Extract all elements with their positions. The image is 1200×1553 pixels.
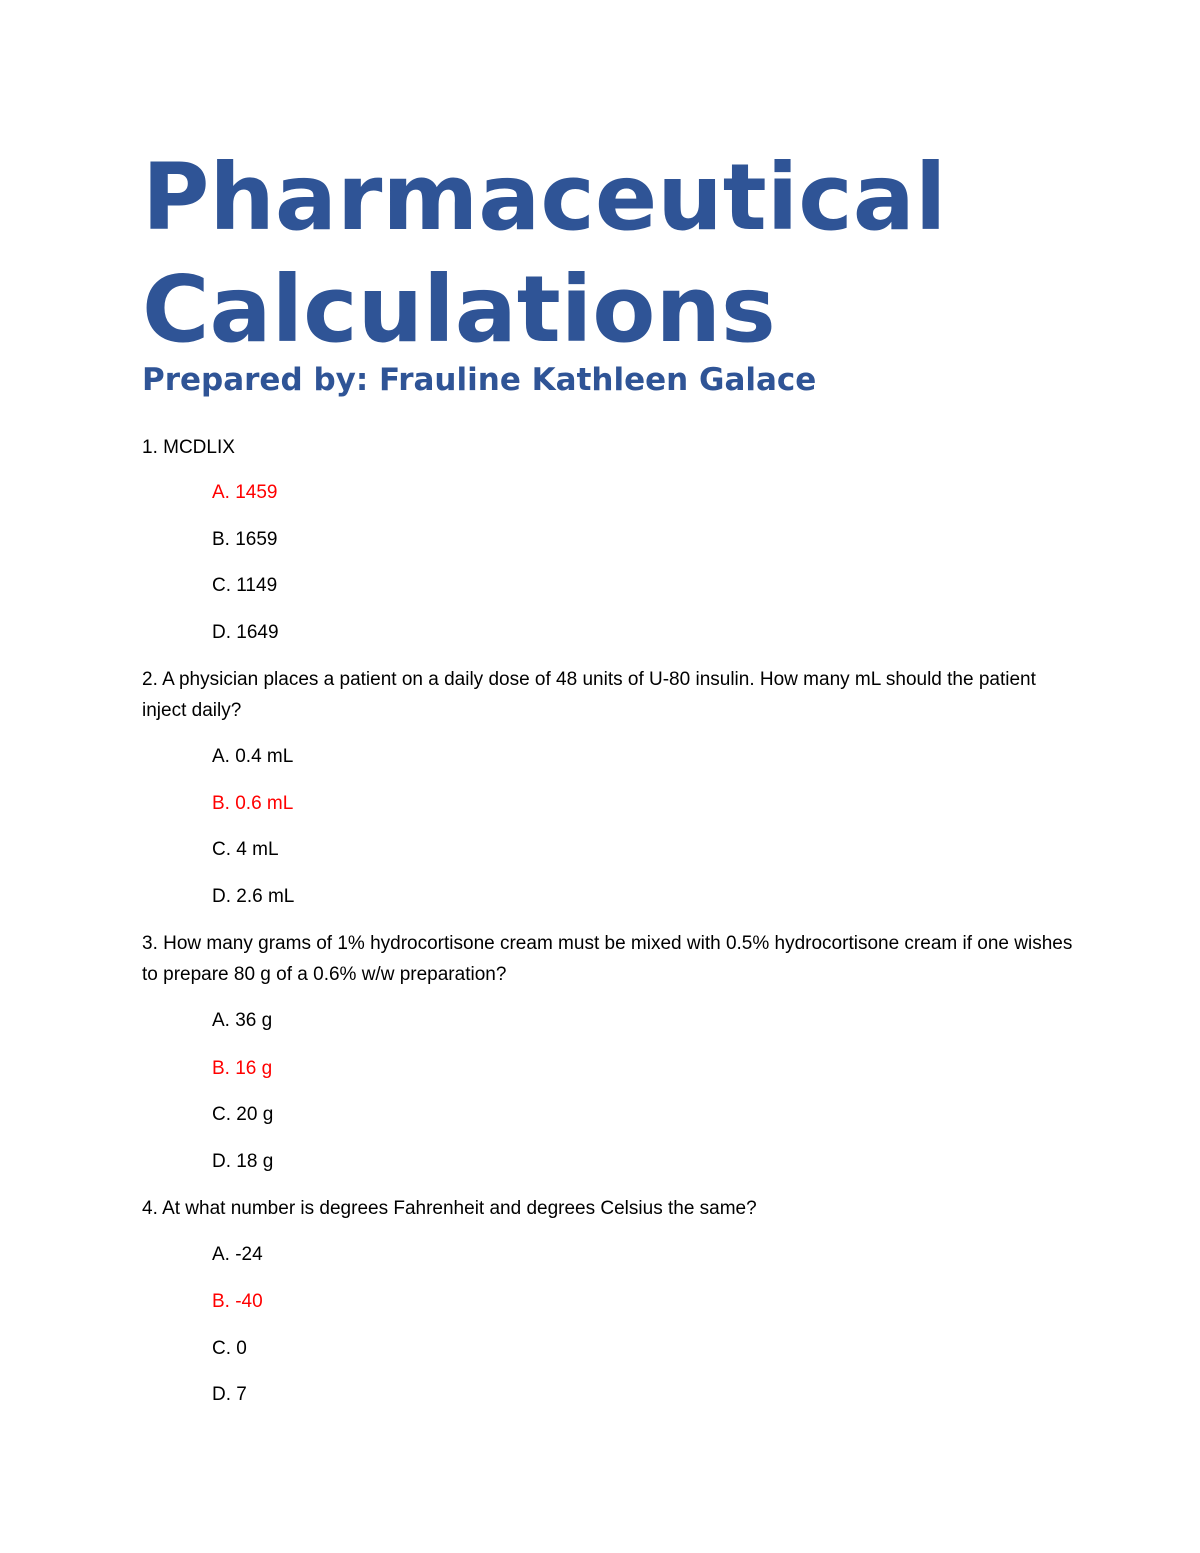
question-1-option-b: B. 1659 [212, 529, 278, 550]
question-1-option-a: A. 1459 [212, 482, 278, 503]
question-1: 1. MCDLIX [142, 437, 235, 458]
question-4-option-b: B. -40 [212, 1291, 263, 1312]
question-4: 4. At what number is degrees Fahrenheit and degrees Celsius the same? [142, 1198, 757, 1219]
question-2-option-c: C. 4 mL [212, 839, 279, 860]
document-title-line-1: Pharmaceutical [142, 144, 947, 251]
question-3-option-c: C. 20 g [212, 1104, 274, 1125]
question-4-option-d: D. 7 [212, 1384, 247, 1405]
document-subtitle: Prepared by: Frauline Kathleen Galace [142, 362, 817, 398]
question-2-option-a: A. 0.4 mL [212, 746, 294, 767]
question-2-option-d: D. 2.6 mL [212, 886, 295, 907]
question-4-option-a: A. -24 [212, 1244, 263, 1265]
question-1-option-d: D. 1649 [212, 622, 279, 643]
question-3: 3. How many grams of 1% hydrocortisone cream must be mixed with 0.5% hydrocortisone cream if one wishes to prepare 80 g of a 0.6% w/w preparation? [142, 933, 1073, 985]
question-3-option-d: D. 18 g [212, 1151, 274, 1172]
question-2-option-b: B. 0.6 mL [212, 793, 294, 814]
question-1-option-c: C. 1149 [212, 575, 278, 596]
question-3-option-a: A. 36 g [212, 1010, 273, 1031]
question-4-option-c: C. 0 [212, 1338, 247, 1359]
question-2: 2. A physician places a patient on a daily dose of 48 units of U-80 insulin. How many mL should the patient inject daily? [142, 669, 1036, 721]
document-title-line-2: Calculations [142, 256, 776, 363]
question-3-option-b: B. 16 g [212, 1058, 273, 1079]
